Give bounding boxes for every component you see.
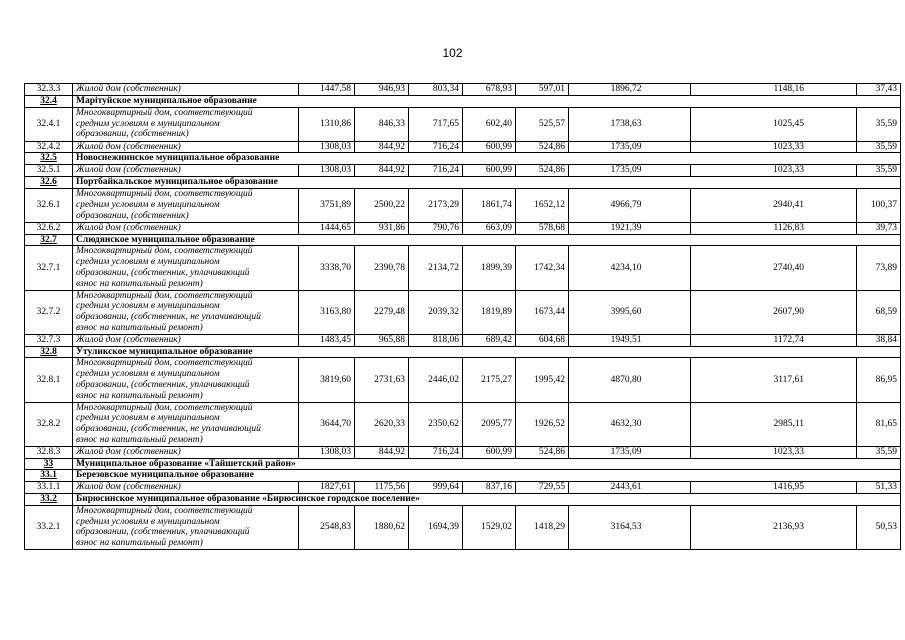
value-cell: 2136,93 bbox=[691, 505, 857, 549]
value-cell: 717,65 bbox=[409, 107, 463, 141]
value-cell: 4966,79 bbox=[569, 188, 691, 222]
value-cell: 1126,83 bbox=[691, 222, 857, 234]
value-cell: 1738,63 bbox=[569, 107, 691, 141]
description-line: образовании, (собственник, не уплачивающий bbox=[76, 424, 261, 435]
value-cell: 2134,72 bbox=[409, 246, 463, 290]
row-code: 32.7.3 bbox=[25, 334, 73, 346]
row-description bbox=[73, 334, 299, 346]
value-cell: 81,65 bbox=[857, 402, 901, 446]
section-code: 32.4 bbox=[25, 95, 73, 107]
description-line: Жилой дом (собственник) bbox=[76, 334, 181, 345]
value-cell: 1175,56 bbox=[355, 482, 409, 494]
value-cell: 1819,89 bbox=[463, 290, 516, 334]
row-code: 32.7.2 bbox=[25, 290, 73, 334]
value-cell: 600,99 bbox=[463, 165, 516, 177]
value-cell: 524,86 bbox=[516, 446, 569, 458]
value-cell: 1308,03 bbox=[299, 165, 355, 177]
value-cell: 1023,33 bbox=[691, 446, 857, 458]
value-cell: 35,59 bbox=[857, 446, 901, 458]
value-cell: 38,84 bbox=[857, 334, 901, 346]
section-code: 33 bbox=[25, 458, 73, 470]
value-cell: 578,68 bbox=[516, 222, 569, 234]
value-cell: 4870,80 bbox=[569, 358, 691, 402]
value-cell: 931,86 bbox=[355, 222, 409, 234]
row-code: 32.8.3 bbox=[25, 446, 73, 458]
description-line: образовании, (собственник, уплачивающий bbox=[76, 379, 250, 390]
value-cell: 1652,12 bbox=[516, 188, 569, 222]
value-cell: 2740,40 bbox=[691, 246, 857, 290]
value-cell: 602,40 bbox=[463, 107, 516, 141]
section-header-row bbox=[25, 346, 901, 358]
value-cell: 803,34 bbox=[409, 84, 463, 96]
row-code: 32.4.2 bbox=[25, 141, 73, 153]
section-code: 32.5 bbox=[25, 153, 73, 165]
value-cell: 678,93 bbox=[463, 84, 516, 96]
value-cell: 1148,16 bbox=[691, 84, 857, 96]
table-row bbox=[25, 188, 901, 222]
description-line: средним условиям в муниципальном bbox=[76, 118, 220, 129]
value-cell: 1310,86 bbox=[299, 107, 355, 141]
table-row bbox=[25, 165, 901, 177]
value-cell: 716,24 bbox=[409, 141, 463, 153]
description-line: Многоквартирный дом, соответствующий bbox=[76, 505, 253, 516]
section-title: Портбайкальское муниципальное образование bbox=[73, 176, 901, 188]
value-cell: 689,42 bbox=[463, 334, 516, 346]
section-title: Новоснежнинское муниципальное образование bbox=[73, 153, 901, 165]
value-cell: 837,16 bbox=[463, 482, 516, 494]
table-row bbox=[25, 107, 901, 141]
value-cell: 1926,52 bbox=[516, 402, 569, 446]
value-cell: 1023,33 bbox=[691, 165, 857, 177]
value-cell: 2279,48 bbox=[355, 290, 409, 334]
value-cell: 604,68 bbox=[516, 334, 569, 346]
tariff-table bbox=[24, 83, 901, 550]
value-cell: 1827,61 bbox=[299, 482, 355, 494]
value-cell: 4632,30 bbox=[569, 402, 691, 446]
row-description bbox=[73, 358, 299, 402]
description-line: средним условиям в муниципальном bbox=[76, 257, 220, 268]
description-line: образовании, (собственник, не уплачивающий bbox=[76, 312, 261, 323]
value-cell: 35,59 bbox=[857, 165, 901, 177]
table-row bbox=[25, 334, 901, 346]
value-cell: 1447,58 bbox=[299, 84, 355, 96]
value-cell: 2390,78 bbox=[355, 246, 409, 290]
row-code: 32.8.1 bbox=[25, 358, 73, 402]
description-line: Жилой дом (собственник) bbox=[76, 84, 181, 94]
value-cell: 51,33 bbox=[857, 482, 901, 494]
value-cell: 3117,61 bbox=[691, 358, 857, 402]
value-cell: 1921,39 bbox=[569, 222, 691, 234]
section-code: 32.7 bbox=[25, 234, 73, 246]
description-line: средним условиям в муниципальном bbox=[76, 413, 220, 424]
description-line: Жилой дом (собственник) bbox=[76, 222, 181, 233]
row-description bbox=[73, 446, 299, 458]
value-cell: 86,95 bbox=[857, 358, 901, 402]
value-cell: 1899,39 bbox=[463, 246, 516, 290]
value-cell: 2095,77 bbox=[463, 402, 516, 446]
description-line: Жилой дом (собственник) bbox=[76, 482, 181, 493]
value-cell: 2607,90 bbox=[691, 290, 857, 334]
value-cell: 2350,62 bbox=[409, 402, 463, 446]
description-line: Многоквартирный дом, соответствующий bbox=[76, 189, 253, 200]
row-description bbox=[73, 188, 299, 222]
row-code: 32.8.2 bbox=[25, 402, 73, 446]
table-row bbox=[25, 446, 901, 458]
value-cell: 35,59 bbox=[857, 141, 901, 153]
description-line: образовании, (собственник, уплачивающий bbox=[76, 527, 250, 538]
section-header-row bbox=[25, 493, 901, 505]
value-cell: 50,53 bbox=[857, 505, 901, 549]
value-cell: 3751,89 bbox=[299, 188, 355, 222]
description-line: средним условиям в муниципальном bbox=[76, 301, 220, 312]
section-header-row bbox=[25, 234, 901, 246]
value-cell: 2175,27 bbox=[463, 358, 516, 402]
section-title: Муниципальное образование «Тайшетский район» bbox=[73, 458, 901, 470]
row-description bbox=[73, 482, 299, 494]
section-title: Утуликское муниципальное образование bbox=[73, 346, 901, 358]
value-cell: 716,24 bbox=[409, 446, 463, 458]
description-line: взнос на капитальный ремонт) bbox=[76, 538, 203, 549]
value-cell: 2548,83 bbox=[299, 505, 355, 549]
description-line: Жилой дом (собственник) bbox=[76, 141, 181, 152]
row-code: 32.7.1 bbox=[25, 246, 73, 290]
table-row bbox=[25, 505, 901, 549]
value-cell: 2620,33 bbox=[355, 402, 409, 446]
value-cell: 100,37 bbox=[857, 188, 901, 222]
value-cell: 3644,70 bbox=[299, 402, 355, 446]
row-description bbox=[73, 290, 299, 334]
value-cell: 1735,09 bbox=[569, 446, 691, 458]
value-cell: 1995,42 bbox=[516, 358, 569, 402]
value-cell: 1880,62 bbox=[355, 505, 409, 549]
row-description bbox=[73, 505, 299, 549]
value-cell: 1949,51 bbox=[569, 334, 691, 346]
row-code: 32.6.2 bbox=[25, 222, 73, 234]
table-row bbox=[25, 141, 901, 153]
value-cell: 597,01 bbox=[516, 84, 569, 96]
table-row bbox=[25, 84, 901, 96]
value-cell: 1023,33 bbox=[691, 141, 857, 153]
value-cell: 68,59 bbox=[857, 290, 901, 334]
table-row bbox=[25, 290, 901, 334]
row-description bbox=[73, 165, 299, 177]
value-cell: 1735,09 bbox=[569, 165, 691, 177]
description-line: взнос на капитальный ремонт) bbox=[76, 390, 203, 401]
value-cell: 844,92 bbox=[355, 165, 409, 177]
value-cell: 2731,63 bbox=[355, 358, 409, 402]
value-cell: 600,99 bbox=[463, 446, 516, 458]
value-cell: 946,93 bbox=[355, 84, 409, 96]
value-cell: 3819,60 bbox=[299, 358, 355, 402]
value-cell: 965,88 bbox=[355, 334, 409, 346]
section-code: 33.2 bbox=[25, 493, 73, 505]
row-code: 32.6.1 bbox=[25, 188, 73, 222]
description-line: образовании, (собственник, уплачивающий bbox=[76, 267, 250, 278]
section-title: Марітуйское муниципальное образование bbox=[73, 95, 901, 107]
value-cell: 2443,61 bbox=[569, 482, 691, 494]
value-cell: 4234,10 bbox=[569, 246, 691, 290]
row-code: 32.5.1 bbox=[25, 165, 73, 177]
table-row bbox=[25, 246, 901, 290]
value-cell: 1308,03 bbox=[299, 141, 355, 153]
description-line: Многоквартирный дом, соответствующий bbox=[76, 290, 253, 301]
description-line: Многоквартирный дом, соответствующий bbox=[76, 107, 253, 118]
value-cell: 1742,34 bbox=[516, 246, 569, 290]
description-line: взнос на капитальный ремонт) bbox=[76, 278, 203, 289]
row-code: 33.2.1 bbox=[25, 505, 73, 549]
row-description bbox=[73, 107, 299, 141]
description-line: взнос на капитальный ремонт) bbox=[76, 322, 203, 333]
row-description bbox=[73, 141, 299, 153]
value-cell: 1694,39 bbox=[409, 505, 463, 549]
description-line: Многоквартирный дом, соответствующий bbox=[76, 246, 253, 257]
value-cell: 844,92 bbox=[355, 141, 409, 153]
description-line: Многоквартирный дом, соответствующий bbox=[76, 402, 253, 413]
value-cell: 1735,09 bbox=[569, 141, 691, 153]
value-cell: 35,59 bbox=[857, 107, 901, 141]
value-cell: 2500,22 bbox=[355, 188, 409, 222]
value-cell: 1172,74 bbox=[691, 334, 857, 346]
value-cell: 1896,72 bbox=[569, 84, 691, 96]
value-cell: 818,06 bbox=[409, 334, 463, 346]
value-cell: 525,57 bbox=[516, 107, 569, 141]
value-cell: 39,73 bbox=[857, 222, 901, 234]
value-cell: 2940,41 bbox=[691, 188, 857, 222]
value-cell: 663,09 bbox=[463, 222, 516, 234]
section-header-row bbox=[25, 176, 901, 188]
value-cell: 1673,44 bbox=[516, 290, 569, 334]
table-row bbox=[25, 222, 901, 234]
value-cell: 844,92 bbox=[355, 446, 409, 458]
section-header-row bbox=[25, 95, 901, 107]
value-cell: 600,99 bbox=[463, 141, 516, 153]
description-line: Жилой дом (собственник) bbox=[76, 165, 181, 176]
table-body bbox=[25, 84, 901, 550]
section-header-row bbox=[25, 153, 901, 165]
value-cell: 2446,02 bbox=[409, 358, 463, 402]
value-cell: 1861,74 bbox=[463, 188, 516, 222]
description-line: образовании, (собственник) bbox=[76, 210, 189, 221]
value-cell: 37,43 bbox=[857, 84, 901, 96]
section-code: 32.8 bbox=[25, 346, 73, 358]
value-cell: 790,76 bbox=[409, 222, 463, 234]
value-cell: 3164,53 bbox=[569, 505, 691, 549]
section-code: 32.6 bbox=[25, 176, 73, 188]
section-title: Березовское муниципальное образование bbox=[73, 470, 901, 482]
value-cell: 524,86 bbox=[516, 141, 569, 153]
description-line: средним условиям в муниципальном bbox=[76, 516, 220, 527]
description-line: Многоквартирный дом, соответствующий bbox=[76, 358, 253, 369]
row-description bbox=[73, 402, 299, 446]
value-cell: 999,64 bbox=[409, 482, 463, 494]
value-cell: 1444,65 bbox=[299, 222, 355, 234]
value-cell: 846,33 bbox=[355, 107, 409, 141]
section-code: 33.1 bbox=[25, 470, 73, 482]
description-line: средним условиям в муниципальном bbox=[76, 369, 220, 380]
row-description bbox=[73, 246, 299, 290]
value-cell: 3338,70 bbox=[299, 246, 355, 290]
section-header-row bbox=[25, 458, 901, 470]
description-line: взнос на капитальный ремонт) bbox=[76, 434, 203, 445]
value-cell: 2985,11 bbox=[691, 402, 857, 446]
table-row bbox=[25, 482, 901, 494]
description-line: образовании, (собственник) bbox=[76, 129, 189, 140]
value-cell: 716,24 bbox=[409, 165, 463, 177]
value-cell: 1308,03 bbox=[299, 446, 355, 458]
section-header-row bbox=[25, 470, 901, 482]
row-description bbox=[73, 84, 299, 96]
page-number: 102 bbox=[442, 46, 463, 60]
section-title: Бирюсинское муниципальное образование «Бирюсинское городское поселение» bbox=[73, 493, 901, 505]
value-cell: 1418,29 bbox=[516, 505, 569, 549]
description-line: средним условиям в муниципальном bbox=[76, 199, 220, 210]
value-cell: 524,86 bbox=[516, 165, 569, 177]
value-cell: 1483,45 bbox=[299, 334, 355, 346]
description-line: Жилой дом (собственник) bbox=[76, 446, 181, 457]
section-title: Слюдянское муниципальное образование bbox=[73, 234, 901, 246]
value-cell: 2173,29 bbox=[409, 188, 463, 222]
value-cell: 1025,45 bbox=[691, 107, 857, 141]
table-row bbox=[25, 358, 901, 402]
table-row bbox=[25, 402, 901, 446]
value-cell: 3163,80 bbox=[299, 290, 355, 334]
value-cell: 729,55 bbox=[516, 482, 569, 494]
value-cell: 2039,32 bbox=[409, 290, 463, 334]
value-cell: 1416,95 bbox=[691, 482, 857, 494]
value-cell: 3995,60 bbox=[569, 290, 691, 334]
value-cell: 1529,02 bbox=[463, 505, 516, 549]
row-code: 33.1.1 bbox=[25, 482, 73, 494]
row-code: 32.3.3 bbox=[25, 84, 73, 96]
row-code: 32.4.1 bbox=[25, 107, 73, 141]
row-description bbox=[73, 222, 299, 234]
value-cell: 73,89 bbox=[857, 246, 901, 290]
